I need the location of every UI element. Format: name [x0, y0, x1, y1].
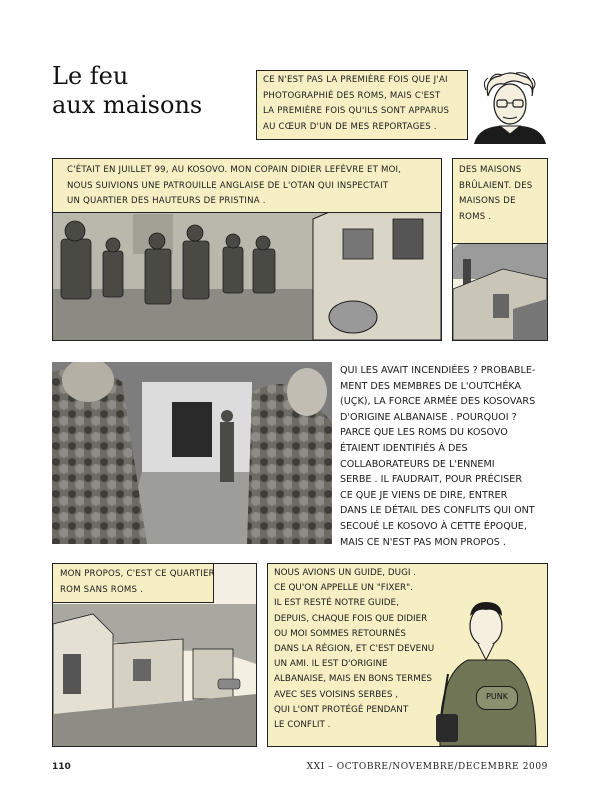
caption-line: AU CŒUR D'UN DE MES REPORTAGES .: [263, 121, 437, 132]
caption-line: PHOTOGRAPHIÉ DES ROMS, MAIS C'EST: [263, 90, 441, 101]
title-line: aux maisons: [52, 91, 203, 119]
caption-line: LA PREMIÈRE FOIS QU'ILS SONT APPARUS: [263, 106, 450, 116]
body-line: SERBE . IL FAUDRAIT, POUR PRÉCISER: [340, 474, 523, 486]
guide-line: UN AMI. IL EST D'ORIGINE: [274, 659, 388, 670]
guide-line: NOUS AVIONS UN GUIDE, DUGI .: [274, 568, 417, 578]
body-line: (UÇK), LA FORCE ARMÉE DES KOSOVARS: [340, 396, 536, 408]
body-text: [340, 363, 550, 550]
guide-line: DANS LA RÉGION, ET C'EST DEVENU: [274, 644, 435, 655]
caption-line: MAISONS DE: [459, 196, 516, 206]
body-line: D'ORIGINE ALBANAISE . POURQUOI ?: [340, 411, 517, 423]
body-line: COLLABORATEURS DE L'ENNEMI: [340, 458, 495, 470]
guide-line: LE CONFLIT .: [274, 720, 331, 731]
body-line: PARCE QUE LES ROMS DU KOSOVO: [340, 427, 508, 439]
body-line: CE QUE JE VIENS DE DIRE, ENTRER: [340, 489, 508, 501]
body-line: MAIS CE N'EST PAS MON PROPOS .: [340, 536, 506, 548]
tshirt-print: [476, 686, 518, 710]
panel-patrol-caption: [52, 158, 442, 213]
caption-line: NOUS SUIVIONS UNE PATROUILLE ANGLAISE DE L'OTAN QUI INSPECTAIT: [67, 180, 389, 191]
guide-line: ALBANAISE, MAIS EN BONS TERMES: [274, 674, 432, 685]
author-portrait: [470, 70, 550, 144]
intro-caption: [256, 70, 468, 140]
panel-burning-houses-caption: [452, 158, 548, 244]
panel-guide-dugi: [267, 563, 548, 747]
body-line: ÉTAIENT IDENTIFIÉS À DES: [340, 442, 468, 454]
guide-line: DEPUIS, CHAQUE FOIS QUE DIDIER: [274, 613, 428, 624]
tshirt-text: PUNK: [486, 692, 508, 701]
panel-empty-quarter-caption: [52, 563, 214, 603]
caption-line: C'ÉTAIT EN JUILLET 99, AU KOSOVO. MON COPAIN DIDIER LEFÈVRE ET MOI,: [67, 165, 402, 175]
guide-line: QUI L'ONT PROTÉGÉ PENDANT: [274, 704, 409, 715]
panel-guide-dugi-text: [274, 566, 444, 733]
caption-line: DES MAISONS: [459, 165, 522, 175]
caption-line: ROM SANS ROMS .: [60, 584, 144, 595]
guide-line: CE QU'ON APPELLE UN "FIXER".: [274, 583, 413, 594]
soldiers-photo: [52, 362, 332, 544]
body-line: SECOUÉ LE KOSOVO À CETTE ÉPOQUE,: [340, 520, 527, 532]
caption-line: CE N'EST PAS LA PREMIÈRE FOIS QUE J'AI: [263, 75, 448, 85]
soldiers-photo-image: [52, 362, 332, 544]
body-line: MENT DES MEMBRES DE L'OUTCHÉKA: [340, 380, 522, 392]
caption-line: ROMS .: [459, 211, 492, 222]
caption-line: MON PROPOS, C'EST CE QUARTIER: [60, 569, 215, 579]
caption-line: UN QUARTIER DES HAUTEURS DE PRISTINA .: [67, 196, 266, 206]
body-line: QUI LES AVAIT INCENDIÉES ? PROBABLE-: [340, 365, 536, 376]
page-number: 110: [52, 762, 71, 772]
guide-line: AVEC SES VOISINS SERBES ,: [274, 689, 399, 700]
guide-line: IL EST RESTÉ NOTRE GUIDE,: [274, 598, 399, 609]
title-line: Le feu: [52, 62, 129, 90]
guide-line: OU MOI SOMMES RETOURNÉS: [274, 628, 406, 639]
article-title: [52, 62, 242, 120]
magazine-issue: XXI – OCTOBRE/NOVEMBRE/DECEMBRE 2009: [306, 762, 548, 772]
author-portrait-drawing: [470, 70, 550, 144]
body-line: DANS LE DÉTAIL DES CONFLITS QUI ONT: [340, 505, 535, 517]
caption-line: BRÛLAIENT. DES: [459, 180, 533, 191]
